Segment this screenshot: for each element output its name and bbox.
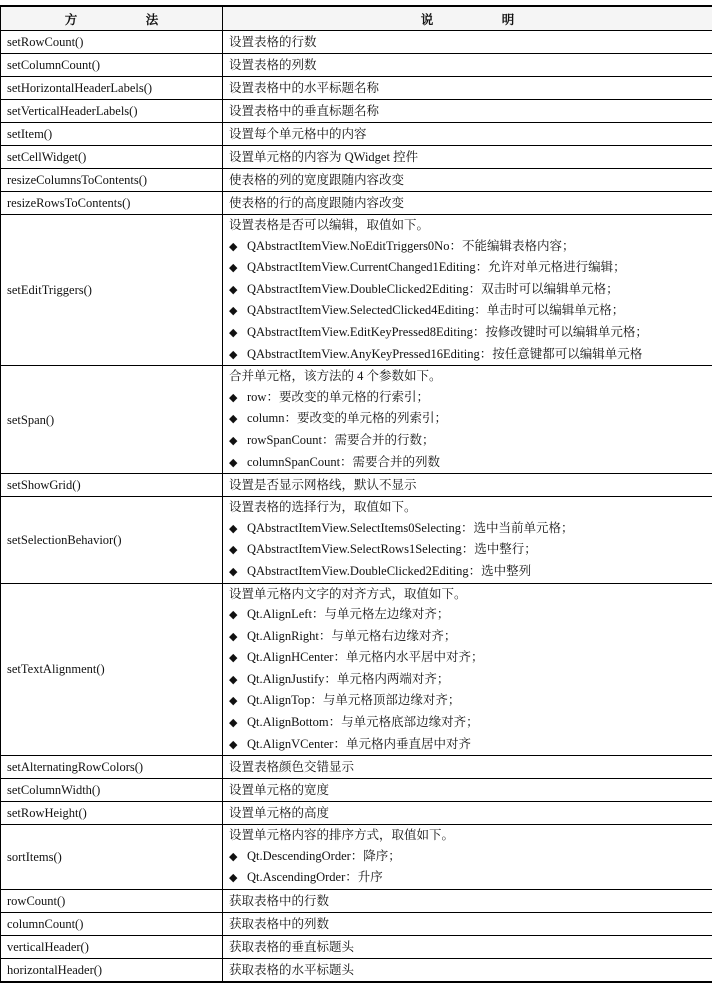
option-item [229, 344, 706, 366]
option-item [229, 236, 706, 258]
option-item [229, 279, 706, 301]
diamond-bullet-icon: ◆ [229, 713, 247, 734]
description-intro: 设置表格是否可以编辑，取值如下。 [229, 215, 706, 236]
method-name: setSelectionBehavior() [1, 497, 223, 583]
method-description: 设置单元格的内容为 QWidget 控件 [223, 146, 712, 169]
table-row [1, 474, 712, 497]
diamond-bullet-icon: ◆ [229, 540, 247, 561]
table-row [1, 802, 712, 825]
method-description: 获取表格中的行数 [223, 890, 712, 913]
method-name: verticalHeader() [1, 936, 223, 959]
table-header [1, 6, 712, 31]
method-name: setItem() [1, 123, 223, 146]
method-name: setColumnCount() [1, 54, 223, 77]
option-item [229, 257, 706, 279]
method-name: setCellWidget() [1, 146, 223, 169]
diamond-bullet-icon: ◆ [229, 409, 247, 430]
option-item [229, 690, 706, 712]
option-text: Qt.AlignTop：与单元格顶部边缘对齐； [247, 693, 460, 707]
table-row [1, 100, 712, 123]
method-description [223, 366, 712, 474]
method-description: 设置单元格的高度 [223, 802, 712, 825]
option-text: QAbstractItemView.AnyKeyPressed16Editing：按任意键都可以编辑单元格 [247, 347, 642, 361]
option-text: columnSpanCount：需要合并的列数 [247, 455, 440, 469]
method-description: 设置单元格的宽度 [223, 779, 712, 802]
description-intro: 设置单元格内文字的对齐方式，取值如下。 [229, 584, 706, 605]
method-name: setEditTriggers() [1, 215, 223, 366]
option-text: Qt.DescendingOrder：降序； [247, 849, 401, 863]
method-name: setShowGrid() [1, 474, 223, 497]
option-text: Qt.AlignVCenter：单元格内垂直居中对齐 [247, 737, 471, 751]
description-intro: 合并单元格，该方法的 4 个参数如下。 [229, 366, 706, 387]
option-text: Qt.AlignHCenter：单元格内水平居中对齐； [247, 650, 483, 664]
option-text: Qt.AscendingOrder：升序 [247, 870, 383, 884]
option-text: QAbstractItemView.SelectItems0Selecting：选中当前单元格； [247, 521, 574, 535]
method-name: setTextAlignment() [1, 583, 223, 756]
option-item [229, 669, 706, 691]
option-item [229, 647, 706, 669]
diamond-bullet-icon: ◆ [229, 562, 247, 583]
option-text: QAbstractItemView.NoEditTriggers0No：不能编辑表格内容； [247, 239, 574, 253]
option-item [229, 300, 706, 322]
diamond-bullet-icon: ◆ [229, 345, 247, 366]
option-item [229, 867, 706, 889]
method-description: 使表格的行的高度跟随内容改变 [223, 192, 712, 215]
diamond-bullet-icon: ◆ [229, 670, 247, 691]
method-description: 设置表格中的水平标题名称 [223, 77, 712, 100]
option-item [229, 712, 706, 734]
method-name: resizeColumnsToContents() [1, 169, 223, 192]
method-name: setVerticalHeaderLabels() [1, 100, 223, 123]
option-item [229, 626, 706, 648]
method-table [0, 5, 712, 983]
table-row [1, 366, 712, 474]
option-text: Qt.AlignJustify：单元格内两端对齐； [247, 672, 449, 686]
method-description: 设置表格中的垂直标题名称 [223, 100, 712, 123]
method-description: 获取表格的水平标题头 [223, 959, 712, 983]
table-row [1, 756, 712, 779]
option-text: Qt.AlignLeft：与单元格左边缘对齐； [247, 607, 449, 621]
method-description: 获取表格中的列数 [223, 913, 712, 936]
table-row [1, 936, 712, 959]
method-name: resizeRowsToContents() [1, 192, 223, 215]
table-row [1, 192, 712, 215]
method-description: 获取表格的垂直标题头 [223, 936, 712, 959]
diamond-bullet-icon: ◆ [229, 627, 247, 648]
table-row [1, 215, 712, 366]
method-description [223, 825, 712, 890]
option-text: QAbstractItemView.DoubleClicked2Editing：选中整列 [247, 564, 531, 578]
option-item [229, 430, 706, 452]
table-row [1, 169, 712, 192]
option-item [229, 387, 706, 409]
header-row [1, 6, 712, 31]
table-row [1, 497, 712, 583]
option-item [229, 846, 706, 868]
option-text: rowSpanCount：需要合并的行数； [247, 433, 435, 447]
method-name: setRowCount() [1, 31, 223, 54]
diamond-bullet-icon: ◆ [229, 453, 247, 474]
method-description [223, 497, 712, 583]
method-name: setHorizontalHeaderLabels() [1, 77, 223, 100]
table-row [1, 31, 712, 54]
option-item [229, 561, 706, 583]
method-name: setColumnWidth() [1, 779, 223, 802]
header-method: 方 法 [1, 6, 223, 31]
method-description: 设置表格的行数 [223, 31, 712, 54]
table-row [1, 583, 712, 756]
method-description: 设置表格的列数 [223, 54, 712, 77]
diamond-bullet-icon: ◆ [229, 605, 247, 626]
method-name: setSpan() [1, 366, 223, 474]
option-text: Qt.AlignBottom：与单元格底部边缘对齐； [247, 715, 479, 729]
table-row [1, 146, 712, 169]
table-row [1, 825, 712, 890]
option-text: QAbstractItemView.SelectedClicked4Editing：单击时可以编辑单元格； [247, 303, 624, 317]
diamond-bullet-icon: ◆ [229, 323, 247, 344]
option-text: QAbstractItemView.DoubleClicked2Editing：双击时可以编辑单元格； [247, 282, 619, 296]
table-row [1, 123, 712, 146]
diamond-bullet-icon: ◆ [229, 691, 247, 712]
diamond-bullet-icon: ◆ [229, 519, 247, 540]
diamond-bullet-icon: ◆ [229, 301, 247, 322]
diamond-bullet-icon: ◆ [229, 258, 247, 279]
option-item [229, 734, 706, 756]
table-row [1, 913, 712, 936]
option-text: column：要改变的单元格的列索引； [247, 411, 447, 425]
diamond-bullet-icon: ◆ [229, 847, 247, 868]
option-item [229, 408, 706, 430]
diamond-bullet-icon: ◆ [229, 388, 247, 409]
option-text: Qt.AlignRight：与单元格右边缘对齐； [247, 629, 456, 643]
method-description [223, 215, 712, 366]
method-name: rowCount() [1, 890, 223, 913]
table-row [1, 890, 712, 913]
table-row [1, 54, 712, 77]
diamond-bullet-icon: ◆ [229, 280, 247, 301]
description-intro: 设置单元格内容的排序方式，取值如下。 [229, 825, 706, 846]
table-row [1, 77, 712, 100]
method-name: sortItems() [1, 825, 223, 890]
option-text: row：要改变的单元格的行索引； [247, 390, 429, 404]
diamond-bullet-icon: ◆ [229, 735, 247, 756]
method-description: 设置每个单元格中的内容 [223, 123, 712, 146]
option-item [229, 518, 706, 540]
option-item [229, 539, 706, 561]
method-name: horizontalHeader() [1, 959, 223, 983]
method-name: setRowHeight() [1, 802, 223, 825]
table-body [1, 31, 712, 983]
method-name: columnCount() [1, 913, 223, 936]
option-text: QAbstractItemView.CurrentChanged1Editing：允许对单元格进行编辑； [247, 260, 626, 274]
diamond-bullet-icon: ◆ [229, 431, 247, 452]
option-text: QAbstractItemView.SelectRows1Selecting：选中整行； [247, 542, 537, 556]
table-row [1, 779, 712, 802]
diamond-bullet-icon: ◆ [229, 868, 247, 889]
description-intro: 设置表格的选择行为，取值如下。 [229, 497, 706, 518]
header-description: 说 明 [223, 6, 712, 31]
method-description [223, 583, 712, 756]
method-description: 使表格的列的宽度跟随内容改变 [223, 169, 712, 192]
option-text: QAbstractItemView.EditKeyPressed8Editing：按修改键时可以编辑单元格； [247, 325, 648, 339]
option-item [229, 452, 706, 474]
method-name: setAlternatingRowColors() [1, 756, 223, 779]
diamond-bullet-icon: ◆ [229, 237, 247, 258]
option-item [229, 604, 706, 626]
diamond-bullet-icon: ◆ [229, 648, 247, 669]
table-row [1, 959, 712, 983]
option-item [229, 322, 706, 344]
method-description: 设置表格颜色交错显示 [223, 756, 712, 779]
method-description: 设置是否显示网格线，默认不显示 [223, 474, 712, 497]
